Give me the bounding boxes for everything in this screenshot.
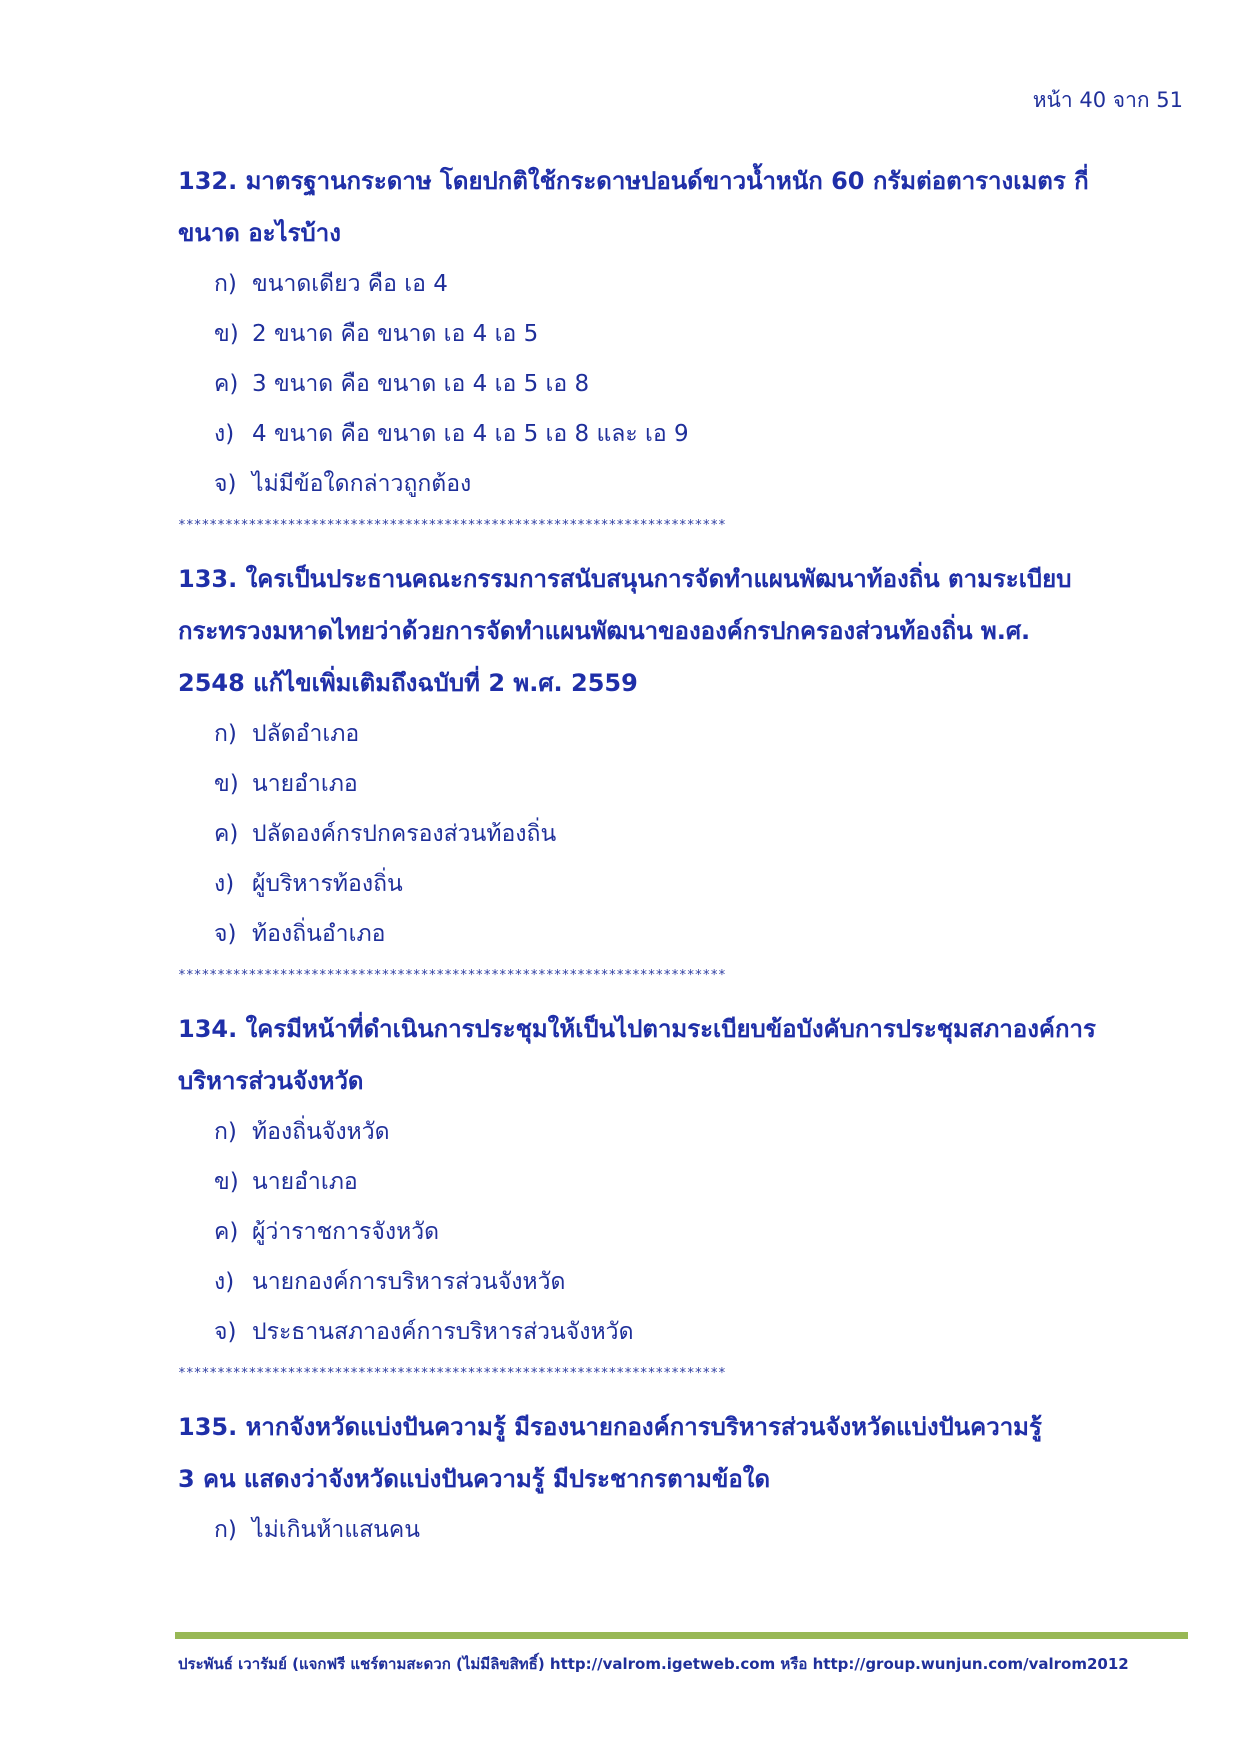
choice-letter: ข) <box>214 771 239 797</box>
choice-letter: จ) <box>214 921 237 947</box>
question-text-line: 3 คน แสดงว่าจังหวัดแบ่งปันความรู้ มีประชากรตามข้อใด <box>178 1465 771 1493</box>
choice-letter: ก) <box>214 1119 237 1145</box>
choice-text: ไม่มีข้อใดกล่าวถูกต้อง <box>252 471 472 497</box>
choice-text: นายกองค์การบริหารส่วนจังหวัด <box>252 1269 566 1295</box>
choice-item <box>178 909 1188 959</box>
choice-text: ผู้บริหารท้องถิ่น <box>252 871 403 897</box>
choice-item <box>178 1307 1188 1357</box>
choice-text: นายอำเภอ <box>252 771 358 797</box>
choice-text: 2 ขนาด คือ ขนาด เอ 4 เอ 5 <box>252 321 539 347</box>
choice-text: นายอำเภอ <box>252 1169 358 1195</box>
choice-letter: จ) <box>214 471 237 497</box>
footer-credit: ประพันธ์ เวารัมย์ (แจกฟรี แชร์ตามสะดวก (ไม่มีลิขสิทธิ์) http://valrom.igetweb.com หรือ http://group.wunjun.com/valrom2012 <box>178 1655 1129 1673</box>
choice-item <box>178 309 1188 359</box>
question-text-line: 133. ใครเป็นประธานคณะกรรมการสนับสนุนการจัดทำแผนพัฒนาท้องถิ่น ตามระเบียบ <box>178 565 1072 593</box>
question-text-line: กระทรวงมหาดไทยว่าด้วยการจัดทำแผนพัฒนาขององค์กรปกครองส่วนท้องถิ่น พ.ศ. <box>178 617 1031 645</box>
choice-item <box>178 709 1188 759</box>
choice-text: ปลัดอำเภอ <box>252 721 360 747</box>
choice-text: ท้องถิ่นอำเภอ <box>252 921 386 947</box>
choice-letter: ก) <box>214 1517 237 1543</box>
choice-letter: ข) <box>214 321 239 347</box>
choice-item <box>178 359 1188 409</box>
question-133 <box>178 553 1188 959</box>
choice-letter: ก) <box>214 721 237 747</box>
choice-item <box>178 1257 1188 1307</box>
asterisk-separator: ********************************************************************** <box>178 1366 726 1381</box>
question-text-line: 2548 แก้ไขเพิ่มเติมถึงฉบับที่ 2 พ.ศ. 2559 <box>178 669 638 697</box>
asterisk-separator: ********************************************************************** <box>178 968 726 983</box>
page-number: หน้า 40 จาก 51 <box>1032 88 1183 112</box>
question-text-line: 134. ใครมีหน้าที่ดำเนินการประชุมให้เป็นไปตามระเบียบข้อบังคับการประชุมสภาองค์การ <box>178 1015 1096 1043</box>
choice-letter: ข) <box>214 1169 239 1195</box>
choice-text: ผู้ว่าราชการจังหวัด <box>252 1219 440 1245</box>
choice-item <box>178 809 1188 859</box>
question-text-line: ขนาด อะไรบ้าง <box>178 219 341 247</box>
choice-letter: ง) <box>214 421 235 447</box>
choice-item <box>178 1107 1188 1157</box>
choice-text: ปลัดองค์กรปกครองส่วนท้องถิ่น <box>252 821 557 847</box>
choice-letter: จ) <box>214 1319 237 1345</box>
choice-text: ประธานสภาองค์การบริหารส่วนจังหวัด <box>252 1319 634 1345</box>
choice-text: ท้องถิ่นจังหวัด <box>252 1119 390 1145</box>
document-body <box>178 155 1188 1555</box>
choice-letter: ค) <box>214 821 239 847</box>
question-132 <box>178 155 1188 509</box>
choice-letter: ค) <box>214 1219 239 1245</box>
choice-item <box>178 1157 1188 1207</box>
choice-letter: ง) <box>214 1269 235 1295</box>
question-text-line: บริหารส่วนจังหวัด <box>178 1067 364 1095</box>
choice-item <box>178 1207 1188 1257</box>
choice-text: ไม่เกินห้าแสนคน <box>252 1517 421 1543</box>
choice-item <box>178 409 1188 459</box>
question-134 <box>178 1003 1188 1357</box>
choice-item <box>178 259 1188 309</box>
choice-item <box>178 459 1188 509</box>
question-text-line: 132. มาตรฐานกระดาษ โดยปกติใช้กระดาษปอนด์ขาวน้ำหนัก 60 กรัมต่อตารางเมตร กี่ <box>178 167 1089 195</box>
choice-letter: ง) <box>214 871 235 897</box>
choice-letter: ค) <box>214 371 239 397</box>
question-135 <box>178 1401 1188 1555</box>
footer-divider <box>175 1632 1188 1639</box>
choice-text: ขนาดเดียว คือ เอ 4 <box>252 271 448 297</box>
asterisk-separator: ********************************************************************** <box>178 518 726 533</box>
choice-item <box>178 1505 1188 1555</box>
choice-item <box>178 759 1188 809</box>
choice-text: 3 ขนาด คือ ขนาด เอ 4 เอ 5 เอ 8 <box>252 371 590 397</box>
choice-item <box>178 859 1188 909</box>
choice-text: 4 ขนาด คือ ขนาด เอ 4 เอ 5 เอ 8 และ เอ 9 <box>252 421 689 447</box>
question-text-line: 135. หากจังหวัดแบ่งปันความรู้ มีรองนายกองค์การบริหารส่วนจังหวัดแบ่งปันความรู้ <box>178 1413 1042 1441</box>
choice-letter: ก) <box>214 271 237 297</box>
